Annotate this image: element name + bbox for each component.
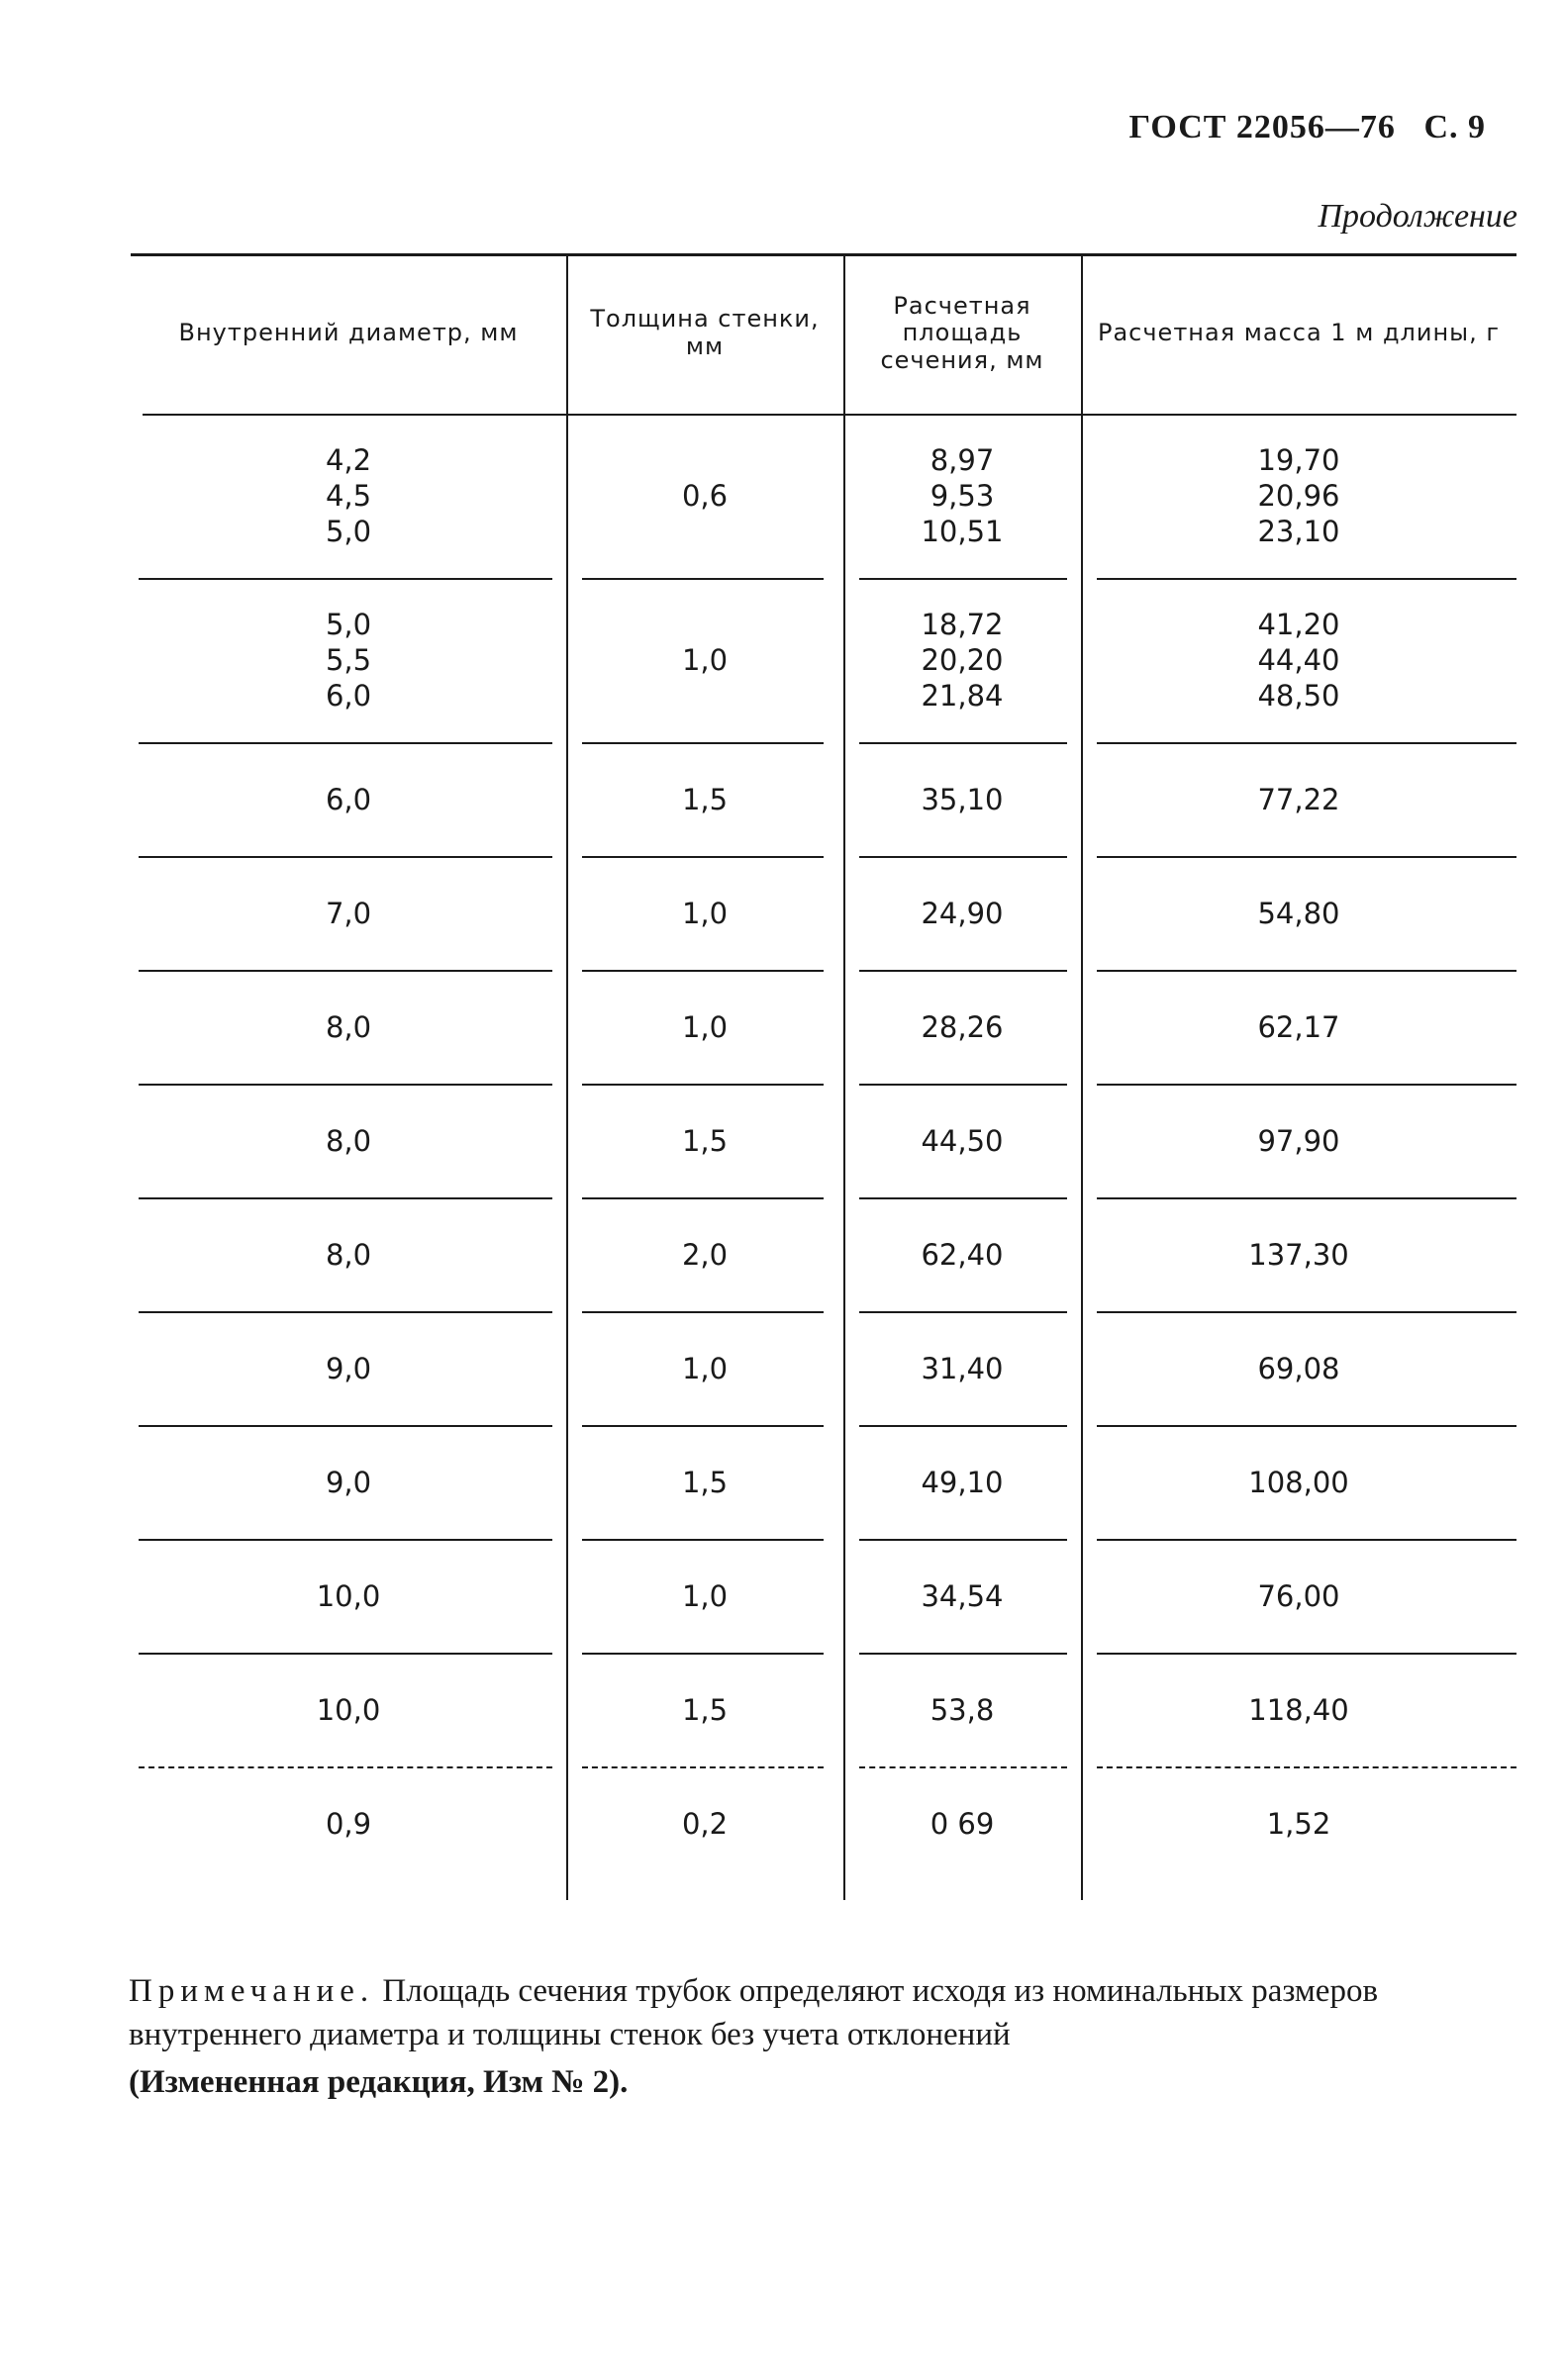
cell-inner-diameter <box>131 1661 566 1759</box>
cell-section-area <box>843 978 1081 1076</box>
cell-value: 49,10 <box>921 1465 1004 1499</box>
cell-section-area <box>843 1661 1081 1759</box>
cell-value: 1,0 <box>681 896 729 930</box>
row-divider <box>859 856 1067 858</box>
cell-value: 5,0 <box>325 608 372 641</box>
note-text: Площадь сечения трубок определяют исходя из номинальных размеров внутреннего диаметра и толщины стенок без учета отклонений <box>129 1973 1379 2052</box>
cell-section-area <box>843 1774 1081 1872</box>
row-divider <box>859 970 1067 972</box>
row-divider <box>139 1425 552 1427</box>
cell-value: 10,0 <box>316 1578 381 1613</box>
header-bottom-rule <box>143 414 1516 416</box>
row-divider <box>582 1425 824 1427</box>
cell-inner-diameter <box>131 1433 566 1531</box>
cell-value: 18,72 <box>921 608 1004 641</box>
row-divider <box>139 1197 552 1199</box>
row-divider <box>582 1539 824 1541</box>
cell-wall-thickness <box>566 1547 843 1645</box>
cell-value: 2,0 <box>681 1237 729 1272</box>
row-divider <box>139 742 552 744</box>
cell-wall-thickness <box>566 586 843 734</box>
cell-mass-per-meter <box>1081 1092 1516 1190</box>
row-divider <box>859 1539 1067 1541</box>
cell-section-area <box>843 864 1081 962</box>
row-divider <box>582 970 824 972</box>
note-label: Примечание. <box>129 1973 375 2009</box>
cell-wall-thickness <box>566 1205 843 1303</box>
cell-value: 44,50 <box>921 1123 1004 1158</box>
cell-section-area <box>843 1205 1081 1303</box>
cell-value: 1,5 <box>681 1465 729 1499</box>
row-divider <box>582 1653 824 1655</box>
cell-value: 108,00 <box>1248 1465 1349 1499</box>
cell-value: 53,8 <box>929 1692 995 1727</box>
row-divider <box>859 1311 1067 1313</box>
cell-value: 24,90 <box>921 896 1004 930</box>
cell-section-area <box>843 1319 1081 1417</box>
cell-section-area <box>843 1433 1081 1531</box>
page-number: С. 9 <box>1423 109 1486 145</box>
footnote <box>129 1969 1524 2104</box>
continuation-label: Продолжение <box>1318 198 1517 235</box>
cell-mass-per-meter <box>1081 1319 1516 1417</box>
cell-value: 1,5 <box>681 782 729 816</box>
row-divider <box>859 578 1067 580</box>
row-divider <box>582 1311 824 1313</box>
cell-value: 10,51 <box>921 515 1004 548</box>
row-divider <box>1097 1766 1516 1768</box>
cell-value: 1,5 <box>681 1692 729 1727</box>
row-divider <box>859 1425 1067 1427</box>
cell-value: 118,40 <box>1248 1692 1349 1727</box>
cell-inner-diameter <box>131 1205 566 1303</box>
row-divider <box>1097 970 1516 972</box>
cell-mass-per-meter <box>1081 978 1516 1076</box>
cell-wall-thickness <box>566 750 843 848</box>
cell-mass-per-meter <box>1081 750 1516 848</box>
row-divider <box>859 1766 1067 1768</box>
cell-value: 137,30 <box>1248 1237 1349 1272</box>
cell-wall-thickness <box>566 864 843 962</box>
cell-value: 77,22 <box>1257 782 1340 816</box>
row-divider <box>859 1084 1067 1086</box>
cell-value: 41,20 <box>1257 608 1340 641</box>
cell-mass-per-meter <box>1081 864 1516 962</box>
cell-value: 62,40 <box>921 1237 1004 1272</box>
cell-section-area <box>843 1092 1081 1190</box>
cell-value: 97,90 <box>1257 1123 1340 1158</box>
cell-wall-thickness <box>566 422 843 570</box>
cell-mass-per-meter <box>1081 1661 1516 1759</box>
cell-mass-per-meter <box>1081 1547 1516 1645</box>
cell-value: 23,10 <box>1257 515 1340 548</box>
row-divider <box>139 1311 552 1313</box>
cell-wall-thickness <box>566 1661 843 1759</box>
row-divider <box>1097 1539 1516 1541</box>
cell-inner-diameter <box>131 978 566 1076</box>
row-divider <box>139 1084 552 1086</box>
cell-wall-thickness <box>566 1774 843 1872</box>
cell-value: 0,6 <box>681 479 729 513</box>
row-divider <box>1097 1653 1516 1655</box>
cell-value: 20,20 <box>921 643 1004 677</box>
row-divider <box>1097 742 1516 744</box>
data-table <box>131 245 1516 1957</box>
cell-section-area <box>843 1547 1081 1645</box>
cell-value: 7,0 <box>325 896 372 930</box>
row-divider <box>1097 856 1516 858</box>
cell-inner-diameter <box>131 422 566 570</box>
cell-section-area <box>843 750 1081 848</box>
table-top-rule <box>131 253 1516 256</box>
cell-value: 31,40 <box>921 1351 1004 1385</box>
cell-value: 8,0 <box>325 1123 372 1158</box>
cell-value: 1,0 <box>681 1578 729 1613</box>
cell-value: 10,0 <box>316 1692 381 1727</box>
cell-inner-diameter <box>131 750 566 848</box>
row-divider <box>582 742 824 744</box>
row-divider <box>582 856 824 858</box>
cell-value: 5,0 <box>325 515 372 548</box>
cell-value: 1,0 <box>681 643 729 677</box>
row-divider <box>139 1653 552 1655</box>
cell-value: 35,10 <box>921 782 1004 816</box>
cell-value: 76,00 <box>1257 1578 1340 1613</box>
cell-section-area <box>843 586 1081 734</box>
cell-value: 69,08 <box>1257 1351 1340 1385</box>
cell-wall-thickness <box>566 1092 843 1190</box>
cell-mass-per-meter <box>1081 1205 1516 1303</box>
cell-value: 4,2 <box>325 443 372 477</box>
row-divider <box>859 742 1067 744</box>
cell-value: 20,96 <box>1257 479 1340 513</box>
row-divider <box>1097 578 1516 580</box>
cell-value: 9,53 <box>929 479 995 513</box>
cell-value: 6,0 <box>325 782 372 816</box>
row-divider <box>139 970 552 972</box>
row-divider <box>582 1197 824 1199</box>
cell-wall-thickness <box>566 1433 843 1531</box>
row-divider <box>582 1084 824 1086</box>
cell-value: 0,9 <box>325 1806 372 1841</box>
cell-inner-diameter <box>131 586 566 734</box>
row-divider <box>139 1539 552 1541</box>
row-divider <box>1097 1197 1516 1199</box>
header-mass-per-meter: Расчетная масса 1 м длины, г <box>1098 319 1500 347</box>
cell-inner-diameter <box>131 1547 566 1645</box>
cell-inner-diameter <box>131 1092 566 1190</box>
cell-value: 9,0 <box>325 1351 372 1385</box>
row-divider <box>1097 1311 1516 1313</box>
row-divider <box>859 1197 1067 1199</box>
header-inner-diameter: Внутренний диаметр, мм <box>178 319 519 347</box>
cell-section-area <box>843 422 1081 570</box>
cell-value: 8,97 <box>929 443 995 477</box>
cell-wall-thickness <box>566 978 843 1076</box>
cell-value: 8,0 <box>325 1237 372 1272</box>
page-header <box>1129 109 1486 146</box>
cell-value: 6,0 <box>325 679 372 713</box>
row-divider <box>139 1766 552 1768</box>
cell-value: 44,40 <box>1257 643 1340 677</box>
cell-value: 5,5 <box>325 643 372 677</box>
cell-value: 1,0 <box>681 1009 729 1044</box>
cell-value: 62,17 <box>1257 1009 1340 1044</box>
cell-mass-per-meter <box>1081 586 1516 734</box>
amendment-note: (Измененная редакция, Изм № 2). <box>129 2064 629 2100</box>
row-divider <box>859 1653 1067 1655</box>
cell-value: 1,52 <box>1266 1806 1331 1841</box>
cell-value: 34,54 <box>921 1578 1004 1613</box>
cell-inner-diameter <box>131 864 566 962</box>
cell-value: 54,80 <box>1257 896 1340 930</box>
cell-wall-thickness <box>566 1319 843 1417</box>
row-divider <box>1097 1425 1516 1427</box>
cell-inner-diameter <box>131 1774 566 1872</box>
cell-value: 21,84 <box>921 679 1004 713</box>
cell-value: 1,0 <box>681 1351 729 1385</box>
standard-number: ГОСТ 22056—76 <box>1128 109 1396 145</box>
cell-value: 8,0 <box>325 1009 372 1044</box>
cell-mass-per-meter <box>1081 1433 1516 1531</box>
cell-value: 48,50 <box>1257 679 1340 713</box>
cell-value: 0 69 <box>929 1806 995 1841</box>
cell-value: 19,70 <box>1257 443 1340 477</box>
row-divider <box>582 578 824 580</box>
cell-mass-per-meter <box>1081 1774 1516 1872</box>
cell-value: 1,5 <box>681 1123 729 1158</box>
cell-value: 4,5 <box>325 479 372 513</box>
cell-value: 9,0 <box>325 1465 372 1499</box>
cell-mass-per-meter <box>1081 422 1516 570</box>
cell-value: 28,26 <box>921 1009 1004 1044</box>
cell-inner-diameter <box>131 1319 566 1417</box>
row-divider <box>139 578 552 580</box>
header-wall-thickness: Толщина стенки, мм <box>590 305 820 360</box>
row-divider <box>1097 1084 1516 1086</box>
cell-value: 0,2 <box>681 1806 729 1841</box>
row-divider <box>139 856 552 858</box>
header-section-area: Расчетная площадь сечения, мм <box>880 291 1044 374</box>
row-divider <box>582 1766 824 1768</box>
